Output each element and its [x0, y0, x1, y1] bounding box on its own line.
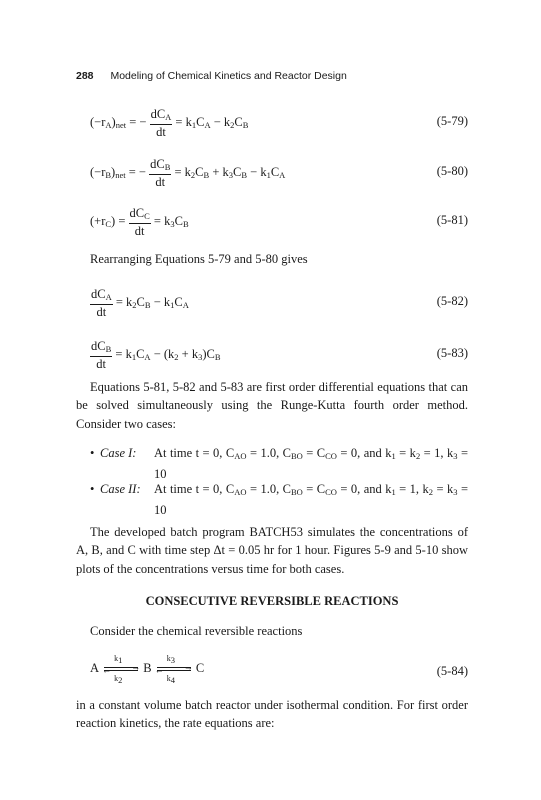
equation-body: $(-r_A)_{net}$ = − $\frac{dC_A}{dt}$ = $k_1C_A - k_2C_B$ [90, 107, 249, 139]
equation-body: $\frac{dC_B}{dt}$ = $k_1C_A - (k_2 + k_3)C_B$ [91, 339, 221, 371]
equation-5-79 [90, 102, 468, 142]
reversible-arrow-2: $k_3$ → ← $k_4$ [154, 654, 193, 685]
equation-number: (5-84) [436, 664, 468, 678]
rearranging-text: Rearranging Equations 5-79 and 5-80 gives [90, 252, 308, 266]
equation-number: (5-82) [436, 294, 468, 308]
bullet-glyph: • [90, 482, 95, 496]
equation-number: (5-79) [436, 114, 468, 128]
case-label: Case II: [100, 482, 141, 496]
equation-body: $(+r_C)$ = $\frac{dC_C}{dt}$ = $k_3C_B$ [90, 206, 189, 238]
equation-number: (5-80) [436, 164, 468, 178]
equation-5-80 [90, 152, 468, 192]
equation-5-81 [90, 201, 468, 241]
reaction-scheme: A $k_1$ → ← $k_2$ B $k_3$ → ← $k_4$ C [90, 654, 205, 685]
equation-5-82 [90, 282, 468, 322]
case-text: At time t = 0, $C_{AO} = 1.0$, $C_{BO} = C_{CO} = 0$, and $k_1 = k_2 = 1$, $k_3 = 10$ [154, 446, 468, 482]
running-title: Modeling of Chemical Kinetics and Reactor Design [110, 70, 347, 82]
equation-body: $\frac{dC_A}{dt}$ = $k_2C_B - k_1C_A$ [91, 287, 189, 319]
equation-number: (5-81) [436, 213, 468, 227]
case-1-item [90, 444, 468, 484]
running-header [76, 70, 347, 82]
paragraph-rate-equations: in a constant volume batch reactor under isothermal condition. For first order reaction kinetics, the rate equations are: [76, 698, 468, 731]
case-text: At time t = 0, $C_{AO} = 1.0$, $C_{BO} = C_{CO} = 0$, and $k_1 = 1$, $k_2 = k_3 = 10$ [154, 482, 468, 518]
equation-body: $(-r_B)_{net}$ = − $\frac{dC_B}{dt}$ = $k_2C_B + k_3C_B - k_1C_A$ [90, 157, 286, 189]
equation-5-84 [90, 650, 468, 690]
equation-5-83 [90, 334, 468, 374]
paragraph-runge-kutta: Equations 5-81, 5-82 and 5-83 are first order differential equations that can be solved simultaneously using the Runge-Kutta fourth order method. Consider two cases: [76, 380, 468, 431]
paragraph-batch53: The developed batch program BATCH53 simulates the concentrations of A, B, and C with time step Δt = 0.05 hr for 1 hour. Figures 5-9 and 5-10 show plots of the concentrations versus time for both cases. [76, 525, 468, 576]
paragraph-consider: Consider the chemical reversible reactions [90, 624, 303, 638]
reversible-arrow-1: $k_1$ → ← $k_2$ [102, 654, 141, 685]
case-label: Case I: [100, 446, 137, 460]
page-number: 288 [76, 70, 94, 82]
equation-number: (5-83) [436, 346, 468, 360]
bullet-glyph: • [90, 446, 95, 460]
case-2-item [90, 480, 468, 520]
section-heading: CONSECUTIVE REVERSIBLE REACTIONS [145, 594, 399, 608]
